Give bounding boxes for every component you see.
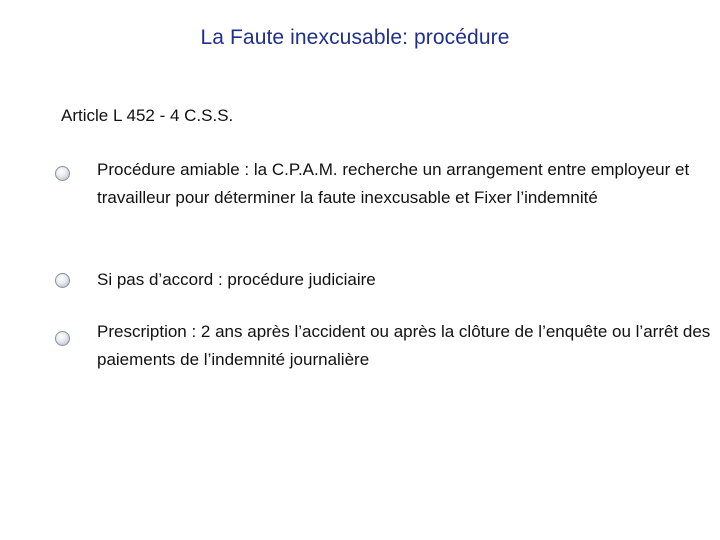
bullet-circle-icon (55, 273, 70, 288)
bullet-item-prescription (97, 318, 712, 374)
bullet-circle-icon (55, 166, 70, 181)
bullet-item-amicable-procedure (97, 156, 712, 212)
slide-title: La Faute inexcusable: procédure (200, 26, 510, 49)
bullet-text: Si pas d’accord : procédure judiciaire (97, 270, 376, 289)
bullet-circle-icon (55, 331, 70, 346)
bullet-text: Prescription : 2 ans après l’accident ou après la clôture de l’enquête ou l’arrêt des paiements de l’indemnité journalière (97, 322, 711, 369)
bullet-text: Procédure amiable : la C.P.A.M. recherche un arrangement entre employeur et travailleur pour déterminer la faute inexcusable et Fixer l’indemnité (97, 160, 690, 207)
bullet-item-judicial-procedure (97, 266, 712, 294)
article-reference: Article L 452 - 4 C.S.S. (61, 106, 234, 125)
